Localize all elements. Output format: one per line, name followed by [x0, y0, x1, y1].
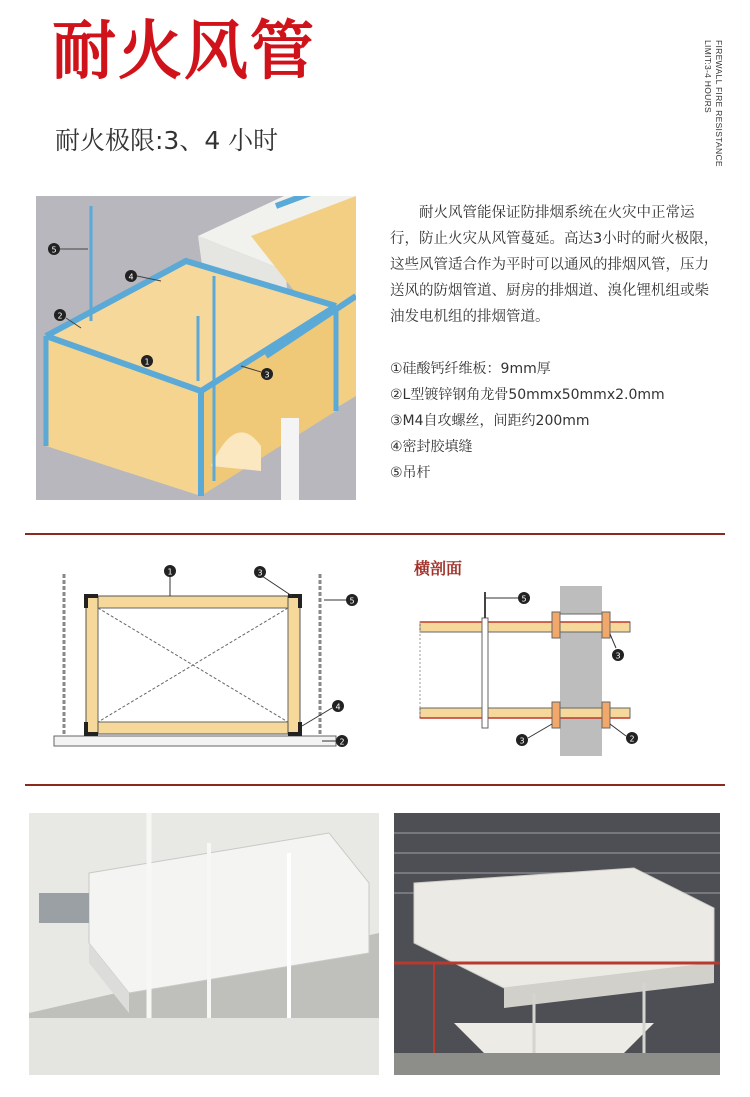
callout-1	[141, 355, 153, 367]
cross-section-label: 横剖面	[414, 559, 463, 578]
legend-item: ②L型镀锌钢角龙骨50mmx50mmx2.0mm	[390, 387, 665, 403]
callout-1	[164, 565, 176, 596]
page-title: 耐火风管	[52, 15, 316, 89]
english-vertical-caption	[694, 40, 724, 167]
svg-text:3: 3	[264, 370, 270, 380]
svg-text:3: 3	[615, 651, 621, 661]
section-divider	[25, 784, 725, 786]
callout-3	[610, 634, 624, 661]
description-text: 耐火风管能保证防排烟系统在火灾中正常运行，防止火灾从风管蔓延。高达3小时的耐火极限，这些风管适合作为平时可以通风的排烟风管，压力送风的防烟管道、厨房的排烟道、溴化锂机组或柴油发电机组的排烟管道。	[390, 205, 719, 325]
svg-text:5: 5	[521, 594, 527, 604]
svg-text:2: 2	[339, 737, 345, 747]
english-caption-line1: FIREWALL FIRE RESISTANCE	[714, 40, 724, 167]
callout-5	[324, 594, 358, 606]
callout-3-lower	[516, 724, 552, 746]
svg-text:1: 1	[144, 357, 150, 367]
svg-text:1: 1	[167, 567, 173, 577]
svg-text:4: 4	[128, 272, 134, 282]
svg-text:3: 3	[257, 568, 263, 578]
description-block	[390, 200, 720, 330]
callout-3	[254, 566, 292, 596]
svg-text:2: 2	[57, 311, 63, 321]
svg-text:5: 5	[51, 245, 57, 255]
legend-item: ③M4自攻螺丝，间距约200mm	[390, 413, 590, 429]
isometric-duct-diagram	[36, 196, 356, 500]
callout-4	[302, 700, 344, 726]
page-subtitle: 耐火极限:3、4 小时	[55, 126, 279, 155]
svg-text:5: 5	[349, 596, 355, 606]
legend-item: ④密封胶填缝	[390, 439, 473, 455]
installation-photo-right	[394, 813, 720, 1075]
legend-item: ①硅酸钙纤维板：9mm厚	[390, 361, 551, 377]
svg-text:2: 2	[629, 734, 635, 744]
section-divider	[25, 533, 725, 535]
callout-2	[610, 724, 638, 744]
component-legend	[390, 356, 665, 486]
english-caption-line2: LIMIT:3-4 HOURS	[703, 40, 713, 113]
svg-text:3: 3	[519, 736, 525, 746]
cross-section-diagram	[400, 556, 740, 766]
callout-5	[485, 592, 530, 604]
front-section-diagram	[40, 556, 380, 766]
legend-item: ⑤吊杆	[390, 465, 431, 481]
svg-text:4: 4	[335, 702, 341, 712]
installation-photo-left	[29, 813, 379, 1075]
